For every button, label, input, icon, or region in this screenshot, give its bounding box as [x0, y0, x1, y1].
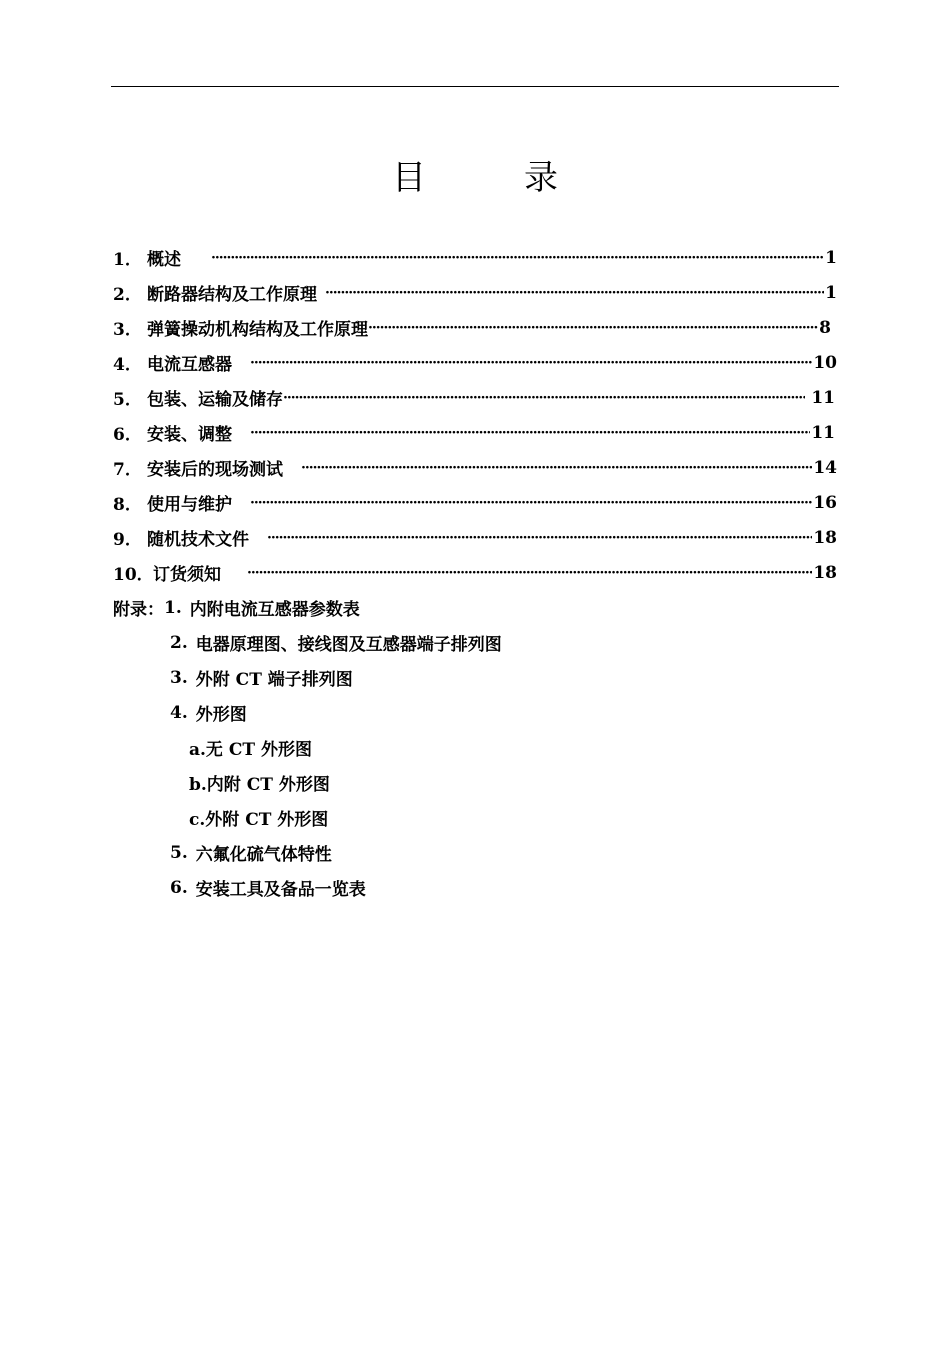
appendix-subitem-title: b.内附 CT 外形图 [189, 775, 330, 795]
appendix-item-number: 5. [170, 842, 188, 863]
appendix-item-number: 1. [164, 597, 182, 618]
toc-entry-page: 14 [813, 457, 837, 478]
toc-dot-leader [250, 353, 812, 373]
toc-entry[interactable] [113, 485, 837, 520]
toc-entry-title: 使用与维护 [147, 495, 232, 515]
page-title: 目 录 [392, 158, 590, 198]
appendix-list [113, 590, 837, 905]
toc-entry[interactable] [113, 450, 837, 485]
toc-entry-page: 16 [813, 492, 837, 513]
toc-entry-number: 1． [113, 250, 142, 270]
toc-entry-number: 2． [113, 285, 142, 305]
appendix-item-number: 2. [170, 632, 188, 653]
toc-dot-leader [368, 318, 818, 338]
appendix-item-number: 6. [170, 877, 188, 898]
toc-entry[interactable] [113, 380, 837, 415]
toc-entry-page: 10 [813, 352, 837, 373]
toc-entry-number: 4． [113, 355, 142, 375]
appendix-subitem-title: c.外附 CT 外形图 [189, 810, 329, 830]
toc-dot-leader [267, 528, 812, 548]
toc-dot-leader [325, 283, 824, 303]
toc-entry[interactable] [113, 520, 837, 555]
toc-entry[interactable] [113, 240, 837, 275]
appendix-item-title: 六氟化硫气体特性 [195, 845, 332, 865]
toc-entry-number: 3． [113, 320, 142, 340]
toc-entry-number: 6． [113, 425, 142, 445]
toc-entry-title: 弹簧操动机构结构及工作原理 [147, 320, 368, 340]
toc-entry[interactable] [113, 310, 837, 345]
appendix-item-title: 安装工具及备品一览表 [195, 880, 366, 900]
appendix-subitem[interactable] [113, 730, 837, 765]
toc-dot-leader [250, 423, 810, 443]
appendix-item-title: 外形图 [195, 705, 247, 725]
toc-entry-page: 8 [819, 317, 831, 338]
toc-entry-title: 订货须知 [153, 565, 221, 585]
toc-entry-page: 1 [825, 247, 837, 268]
toc-entry[interactable] [113, 555, 837, 590]
appendix-prefix: 附录： [113, 600, 164, 620]
appendix-item-title: 电器原理图、接线图及互感器端子排列图 [195, 635, 502, 655]
toc-dot-leader [301, 458, 812, 478]
appendix-subitem[interactable] [113, 800, 837, 835]
toc-entry-title: 安装、调整 [147, 425, 232, 445]
toc-entry-page: 11 [811, 422, 835, 443]
toc-entry-title: 安装后的现场测试 [147, 460, 283, 480]
appendix-item-title: 外附 CT 端子排列图 [195, 670, 353, 690]
appendix-item[interactable] [113, 695, 837, 730]
header-rule [111, 86, 839, 87]
toc-entry-page: 1 [825, 282, 837, 303]
toc-entry-number: 5． [113, 390, 142, 410]
toc-entry[interactable] [113, 415, 837, 450]
appendix-item[interactable] [113, 835, 837, 870]
toc-entry-number: 9． [113, 530, 142, 550]
toc-entry[interactable] [113, 345, 837, 380]
toc-entry-number: 8． [113, 495, 142, 515]
appendix-item[interactable] [113, 625, 837, 660]
appendix-subitem[interactable] [113, 765, 837, 800]
toc-dot-leader [211, 248, 824, 268]
toc-dot-leader [247, 563, 812, 583]
toc-entry[interactable] [113, 275, 837, 310]
toc-entry-number: 7． [113, 460, 142, 480]
appendix-item-number: 3. [170, 667, 188, 688]
toc-entry-page: 18 [813, 562, 837, 583]
toc-dot-leader [283, 388, 805, 408]
toc-entry-number: 10． [113, 565, 154, 585]
table-of-contents [113, 240, 837, 590]
appendix-item[interactable] [113, 590, 837, 625]
toc-entry-title: 概述 [147, 250, 181, 270]
toc-entry-page: 18 [813, 527, 837, 548]
toc-dot-leader [250, 493, 812, 513]
appendix-item[interactable] [113, 660, 837, 695]
appendix-item[interactable] [113, 870, 837, 905]
toc-entry-page: 11 [811, 387, 835, 408]
appendix-item-title: 内附电流互感器参数表 [189, 600, 360, 620]
toc-entry-title: 断路器结构及工作原理 [147, 285, 317, 305]
appendix-item-number: 4. [170, 702, 188, 723]
appendix-subitem-title: a.无 CT 外形图 [189, 740, 312, 760]
toc-entry-title: 包装、运输及储存 [147, 390, 283, 410]
toc-entry-title: 电流互感器 [147, 355, 232, 375]
toc-entry-title: 随机技术文件 [147, 530, 249, 550]
